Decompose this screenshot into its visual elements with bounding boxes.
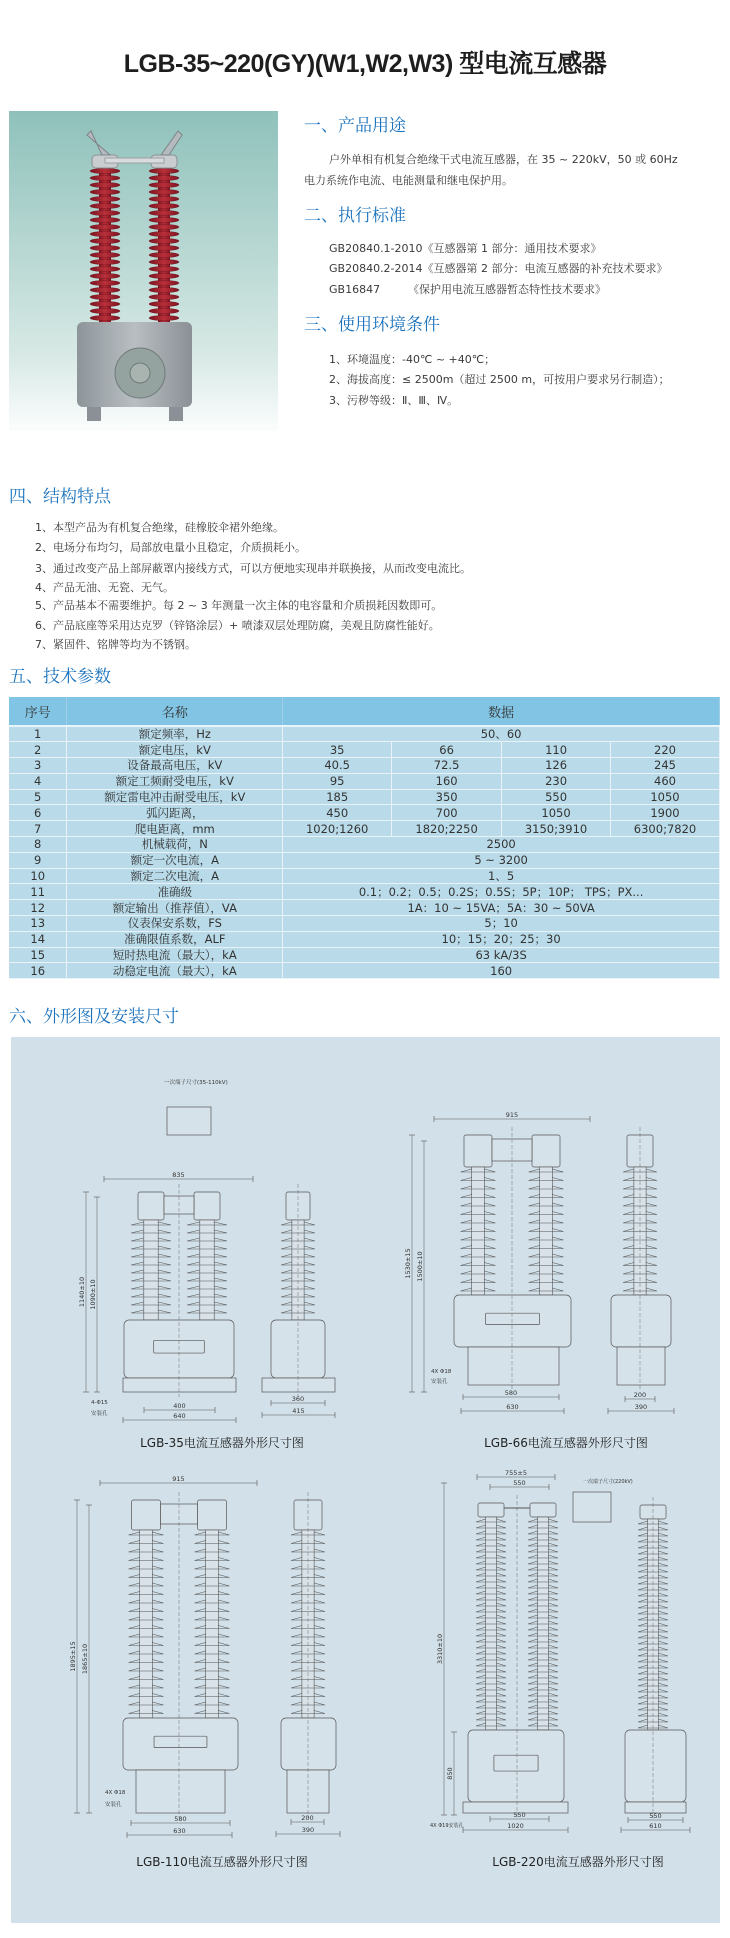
product-photo (9, 111, 278, 431)
feature-line: 2、电场分布均匀，局部放电量小且稳定，介质损耗小。 (35, 541, 306, 554)
cell-name: 额定一次电流，A (67, 852, 283, 868)
cell-index: 13 (9, 916, 67, 932)
feature-line: 1、本型产品为有机复合绝缘，硅橡胶伞裙外绝缘。 (35, 521, 284, 534)
cell-value: 0.1；0.2；0.5；0.2S；0.5S；5P；10P； TPS；PX... (283, 884, 720, 900)
heading-conditions: 三、使用环境条件 (304, 315, 440, 335)
standard-line: GB20840.1-2010《互感器第 1 部分：通用技术要求》 (329, 242, 602, 255)
cell-index: 4 (9, 773, 67, 789)
pedestal (468, 1347, 559, 1385)
dimension-label: 550 (513, 1479, 526, 1487)
terminal-detail (167, 1107, 211, 1135)
dimension-label: 1090±10 (89, 1279, 97, 1310)
cell-index: 16 (9, 963, 67, 979)
table-row (9, 884, 720, 900)
feature-line: 6、产品底座等采用达克罗（锌铬涂层）+ 喷漆双层处理防腐，美观且防腐性能好。 (35, 619, 440, 632)
cell-value: 66 (392, 742, 502, 758)
cell-name: 弧闪距离， (67, 805, 283, 821)
terminal-housing (478, 1503, 504, 1517)
dimension-label: 915 (505, 1111, 519, 1119)
condition-line: 2、海拔高度：≤ 2500m（超过 2500 m，可按用户要求另行制造）； (329, 373, 670, 386)
dimension-label: 580 (174, 1815, 187, 1823)
feature-line: 7、紧固件、铭牌等均为不锈钢。 (35, 638, 196, 651)
cell-value: 63 kA/3S (283, 947, 720, 963)
heading-standards: 二、执行标准 (304, 206, 406, 226)
cell-value: 126 (502, 758, 611, 774)
cell-index: 9 (9, 852, 67, 868)
table-row (9, 742, 720, 758)
cell-name: 机械载荷，N (67, 837, 283, 853)
cell-name: 短时热电流（最大），kA (67, 947, 283, 963)
terminal-housing (132, 1500, 161, 1530)
condition-line: 1、环境温度：-40℃ ~ +40℃； (329, 353, 496, 366)
cell-value: 550 (502, 789, 611, 805)
insulator (540, 1167, 553, 1295)
dimension-label: 4X Φ18 (431, 1369, 452, 1375)
table-row (9, 947, 720, 963)
drawing-caption: LGB-35电流互感器外形尺寸图 (140, 1436, 304, 1450)
cell-value: 460 (611, 773, 720, 789)
cell-value: 160 (392, 773, 502, 789)
cell-value: 1900 (611, 805, 720, 821)
dimension-label: 一次端子尺寸(35-110kV) (164, 1080, 228, 1086)
cell-value: 95 (283, 773, 392, 789)
dimension-label: 390 (301, 1826, 315, 1834)
dimension-label: 安装孔 (91, 1411, 108, 1417)
cell-name: 仪表保安系数，FS (67, 916, 283, 932)
dimension-label: 630 (173, 1827, 186, 1835)
dimension-label: 610 (649, 1822, 662, 1830)
dimension-label: 755±5 (505, 1469, 527, 1477)
table-row (9, 852, 720, 868)
cell-value: 5；10 (283, 916, 720, 932)
cell-value: 3150;3910 (502, 821, 611, 837)
cell-value: 10；15；20；25；30 (283, 931, 720, 947)
dimension-label: 835 (172, 1171, 185, 1179)
heading-params: 五、技术参数 (9, 667, 111, 687)
cell-value: 230 (502, 773, 611, 789)
drawing-caption: LGB-110电流互感器外形尺寸图 (136, 1855, 308, 1869)
drawings-panel (11, 1037, 720, 1923)
cell-index: 12 (9, 900, 67, 916)
pedestal (136, 1770, 225, 1813)
nameplate (494, 1755, 538, 1771)
dimension-label: 550 (513, 1811, 526, 1819)
cell-value: 72.5 (392, 758, 502, 774)
cell-value: 1050 (611, 789, 720, 805)
terminal-housing (530, 1503, 556, 1517)
dimension-label: 4X Φ18 (105, 1790, 126, 1796)
cell-index: 2 (9, 742, 67, 758)
cell-value: 50、60 (283, 726, 720, 742)
dimension-label: 1020 (507, 1822, 524, 1830)
insulator (486, 1517, 497, 1730)
base-housing (625, 1730, 686, 1802)
dimension-label: 一次端子尺寸(220kV) (583, 1479, 633, 1485)
insulator (538, 1517, 549, 1730)
cell-value: 6300;7820 (611, 821, 720, 837)
table-row (9, 821, 720, 837)
insulator (472, 1167, 485, 1295)
table-row (9, 963, 720, 979)
cell-name: 爬电距离，mm (67, 821, 283, 837)
cell-name: 额定电压，kV (67, 742, 283, 758)
standard-line: GB16847 《保护用电流互感器暂态特性技术要求》 (329, 283, 607, 296)
dimension-label: 4-Φ15 (91, 1400, 108, 1406)
table-row (9, 900, 720, 916)
cell-name: 额定二次电流，A (67, 868, 283, 884)
cell-value: 160 (283, 963, 720, 979)
cell-index: 5 (9, 789, 67, 805)
insulator (140, 1530, 153, 1718)
dimension-label: 360 (291, 1395, 305, 1403)
feature-line: 4、产品无油、无瓷、无气。 (35, 581, 174, 594)
terminal-housing (464, 1135, 492, 1167)
cell-value: 1050 (502, 805, 611, 821)
cell-index: 11 (9, 884, 67, 900)
pedestal (262, 1378, 335, 1392)
cell-index: 1 (9, 726, 67, 742)
header-index: 序号 (9, 697, 67, 726)
table-row (9, 758, 720, 774)
terminal-housing (532, 1135, 560, 1167)
dimension-label: 安装孔 (431, 1379, 448, 1385)
terminal-housing (138, 1192, 164, 1220)
header-name: 名称 (67, 697, 283, 726)
dimension-label: 915 (172, 1475, 185, 1483)
insulator (206, 1530, 219, 1718)
table-row (9, 868, 720, 884)
dimension-label: 1140±10 (78, 1276, 86, 1308)
cell-index: 10 (9, 868, 67, 884)
cell-value: 220 (611, 742, 720, 758)
feature-line: 5、产品基本不需要维护。每 2 ~ 3 年测量一次主体的电容量和介质损耗因数即可。 (35, 599, 443, 612)
terminal-detail (573, 1492, 611, 1522)
tech-params-table (9, 697, 720, 979)
nameplate (486, 1313, 540, 1324)
dimension-label: 1500±10 (416, 1251, 424, 1282)
dimension-label: 630 (506, 1403, 519, 1411)
cell-name: 额定工频耐受电压，kV (67, 773, 283, 789)
pedestal (617, 1347, 665, 1385)
dimension-label: 550 (649, 1812, 662, 1820)
cell-index: 6 (9, 805, 67, 821)
dimension-label: 1895±15 (69, 1641, 77, 1672)
cell-value: 450 (283, 805, 392, 821)
condition-line: 3、污秽等级：Ⅱ、Ⅲ、Ⅳ。 (329, 394, 459, 407)
dimension-label: 850 (446, 1767, 454, 1780)
cell-value: 1820;2250 (392, 821, 502, 837)
cell-index: 14 (9, 931, 67, 947)
cell-name: 额定雷电冲击耐受电压，kV (67, 789, 283, 805)
cell-name: 准确限值系数，ALF (67, 931, 283, 947)
table-row (9, 916, 720, 932)
heading-drawings: 六、外形图及安装尺寸 (9, 1007, 179, 1027)
cell-value: 110 (502, 742, 611, 758)
cell-value: 185 (283, 789, 392, 805)
base-housing (611, 1295, 671, 1347)
base-housing (281, 1718, 336, 1770)
usage-line: 电力系统作电流、电能测量和继电保护用。 (304, 174, 513, 187)
cell-value: 1020;1260 (283, 821, 392, 837)
dimension-label: 415 (292, 1407, 305, 1415)
table-row (9, 773, 720, 789)
dimension-label: 200 (301, 1814, 314, 1822)
table-row (9, 789, 720, 805)
cell-name: 额定频率，Hz (67, 726, 283, 742)
cell-value: 40.5 (283, 758, 392, 774)
table-row (9, 805, 720, 821)
cell-name: 动稳定电流（最大），kA (67, 963, 283, 979)
table-row (9, 726, 720, 742)
nameplate (154, 1736, 207, 1747)
page-title: LGB-35~220(GY)(W1,W2,W3) 型电流互感器 (123, 50, 607, 78)
cell-name: 额定输出（推荐值），VA (67, 900, 283, 916)
pedestal (123, 1378, 236, 1392)
cell-value: 1A：10 ~ 15VA；5A：30 ~ 50VA (283, 900, 720, 916)
dimension-label: 安装孔 (105, 1802, 122, 1808)
dimension-label: 390 (634, 1403, 648, 1411)
cell-value: 2500 (283, 837, 720, 853)
cell-index: 15 (9, 947, 67, 963)
cell-value: 700 (392, 805, 502, 821)
terminal-housing (194, 1192, 220, 1220)
standard-line: GB20840.2-2014《互感器第 2 部分：电流互感器的补充技术要求》 (329, 262, 668, 275)
dimension-label: 580 (504, 1389, 518, 1397)
feature-line: 3、通过改变产品上部屏蔽罩内接线方式，可以方便地实现串并联换接，从而改变电流比。 (35, 562, 471, 575)
header-data: 数据 (283, 697, 720, 726)
dimension-label: 3310±10 (436, 1633, 444, 1665)
dimension-drawings (11, 1037, 720, 1923)
crossbar (105, 158, 164, 163)
cell-index: 3 (9, 758, 67, 774)
table-header-row (9, 697, 720, 726)
cell-value: 35 (283, 742, 392, 758)
cell-value: 245 (611, 758, 720, 774)
cell-value: 1、5 (283, 868, 720, 884)
cell-index: 7 (9, 821, 67, 837)
dimension-label: 200 (633, 1391, 647, 1399)
terminal-housing (198, 1500, 227, 1530)
drawing-caption: LGB-66电流互感器外形尺寸图 (484, 1436, 648, 1450)
table-row (9, 931, 720, 947)
cell-value: 5 ~ 3200 (283, 852, 720, 868)
cell-name: 准确级 (67, 884, 283, 900)
table-row (9, 837, 720, 853)
heading-usage: 一、产品用途 (304, 116, 406, 136)
dimension-label: 400 (173, 1402, 186, 1410)
dimension-label: 1530±15 (404, 1248, 412, 1279)
dimension-label: 640 (173, 1412, 186, 1420)
drawing-caption: LGB-220电流互感器外形尺寸图 (492, 1855, 664, 1869)
heading-features: 四、结构特点 (9, 487, 111, 507)
usage-line: 户外单相有机复合绝缘干式电流互感器，在 35 ~ 220kV，50 或 60Hz (329, 153, 678, 166)
cell-value: 350 (392, 789, 502, 805)
cell-index: 8 (9, 837, 67, 853)
dimension-label: 1865±10 (81, 1643, 89, 1675)
cell-name: 设备最高电压，kV (67, 758, 283, 774)
dimension-label: 4X Φ19安装孔 (430, 1823, 464, 1829)
